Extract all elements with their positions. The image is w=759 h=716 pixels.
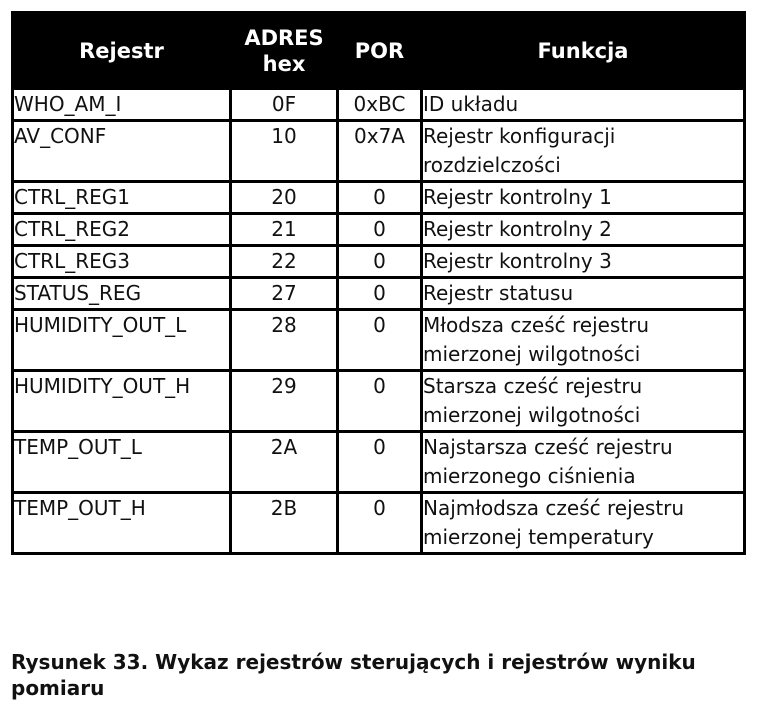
por-cell: 0 bbox=[338, 493, 422, 554]
table-header bbox=[13, 13, 745, 89]
function-cell: Najstarsza cześć rejestru mierzonego ciśnienia bbox=[422, 432, 745, 493]
header-por: POR bbox=[338, 13, 422, 89]
register-name-cell: STATUS_REG bbox=[13, 278, 231, 310]
register-name-cell: HUMIDITY_OUT_L bbox=[13, 310, 231, 371]
por-cell: 0 bbox=[338, 214, 422, 246]
register-name-cell: TEMP_OUT_L bbox=[13, 432, 231, 493]
address-cell: 22 bbox=[231, 246, 338, 278]
register-name-cell: TEMP_OUT_H bbox=[13, 493, 231, 554]
register-name-cell: WHO_AM_I bbox=[13, 89, 231, 121]
address-cell: 29 bbox=[231, 371, 338, 432]
function-cell: Rejestr statusu bbox=[422, 278, 745, 310]
table-row bbox=[13, 121, 745, 182]
table-row bbox=[13, 182, 745, 214]
header-function: Funkcja bbox=[422, 13, 745, 89]
register-table bbox=[11, 11, 746, 555]
address-cell: 21 bbox=[231, 214, 338, 246]
header-address bbox=[231, 13, 338, 89]
address-cell: 20 bbox=[231, 182, 338, 214]
function-cell: Młodsza cześć rejestru mierzonej wilgotności bbox=[422, 310, 745, 371]
por-cell: 0 bbox=[338, 278, 422, 310]
register-name-cell: HUMIDITY_OUT_H bbox=[13, 371, 231, 432]
address-cell: 28 bbox=[231, 310, 338, 371]
address-cell: 2B bbox=[231, 493, 338, 554]
address-cell: 10 bbox=[231, 121, 338, 182]
table-body bbox=[13, 89, 745, 554]
por-cell: 0 bbox=[338, 182, 422, 214]
por-cell: 0xBC bbox=[338, 89, 422, 121]
table-row bbox=[13, 89, 745, 121]
function-cell: Rejestr kontrolny 3 bbox=[422, 246, 745, 278]
header-address-line1: ADRES bbox=[244, 25, 324, 50]
address-cell: 27 bbox=[231, 278, 338, 310]
table-row bbox=[13, 310, 745, 371]
table-row bbox=[13, 246, 745, 278]
header-address-line2: hex bbox=[262, 51, 306, 76]
por-cell: 0 bbox=[338, 432, 422, 493]
table-row bbox=[13, 493, 745, 554]
por-cell: 0 bbox=[338, 246, 422, 278]
address-cell: 0F bbox=[231, 89, 338, 121]
header-row bbox=[13, 13, 745, 89]
function-cell: ID układu bbox=[422, 89, 745, 121]
function-cell: Rejestr konfiguracji rozdzielczości bbox=[422, 121, 745, 182]
por-cell: 0 bbox=[338, 310, 422, 371]
function-cell: Starsza cześć rejestru mierzonej wilgotności bbox=[422, 371, 745, 432]
por-cell: 0 bbox=[338, 371, 422, 432]
register-name-cell: CTRL_REG1 bbox=[13, 182, 231, 214]
header-register: Rejestr bbox=[13, 13, 231, 89]
figure-caption: Rysunek 33. Wykaz rejestrów sterujących i rejestrów wyniku pomiaru bbox=[11, 650, 696, 700]
function-cell: Najmłodsza cześć rejestru mierzonej temperatury bbox=[422, 493, 745, 554]
register-name-cell: CTRL_REG2 bbox=[13, 214, 231, 246]
address-cell: 2A bbox=[231, 432, 338, 493]
table-row bbox=[13, 214, 745, 246]
register-name-cell: AV_CONF bbox=[13, 121, 231, 182]
por-cell: 0x7A bbox=[338, 121, 422, 182]
table-row bbox=[13, 432, 745, 493]
function-cell: Rejestr kontrolny 2 bbox=[422, 214, 745, 246]
table-row bbox=[13, 278, 745, 310]
register-name-cell: CTRL_REG3 bbox=[13, 246, 231, 278]
table-row bbox=[13, 371, 745, 432]
function-cell: Rejestr kontrolny 1 bbox=[422, 182, 745, 214]
